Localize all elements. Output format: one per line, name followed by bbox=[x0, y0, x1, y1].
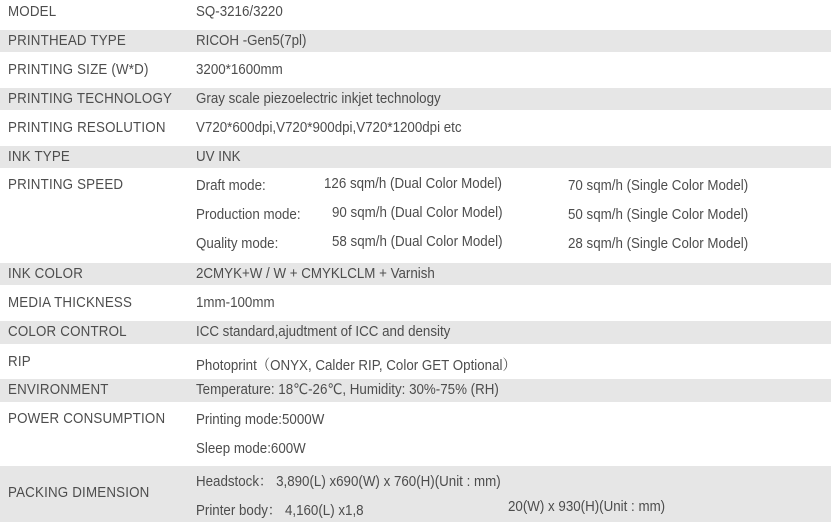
value-environment: Temperature: 18℃-26℃, Humidity: 30%-75% (RH) bbox=[196, 382, 499, 398]
row-environment bbox=[0, 379, 831, 402]
label-packing-dimension: PACKING DIMENSION bbox=[8, 485, 150, 501]
speed-mode-quality: Quality mode: bbox=[196, 236, 279, 252]
speed-dual-quality: 58 sqm/h (Dual Color Model) bbox=[332, 234, 503, 250]
label-color-control: COLOR CONTROL bbox=[8, 324, 127, 340]
value-printing-size: 3200*1600mm bbox=[196, 62, 283, 78]
label-ink-color: INK COLOR bbox=[8, 266, 84, 282]
label-environment: ENVIRONMENT bbox=[8, 382, 109, 398]
value-packing-printer-body: Printer body： 4,160(L) x1,8 bbox=[196, 503, 364, 519]
value-media-thickness: 1mm-100mm bbox=[196, 295, 275, 311]
value-power-sleep: Sleep mode:600W bbox=[196, 441, 306, 457]
row-color-control bbox=[0, 321, 831, 344]
value-color-control: ICC standard,ajudtment of ICC and density bbox=[196, 324, 451, 340]
row-printhead-type bbox=[0, 30, 831, 52]
row-power-consumption bbox=[0, 405, 831, 463]
label-printing-size: PRINTING SIZE (W*D) bbox=[8, 62, 149, 78]
row-ink-type bbox=[0, 146, 831, 168]
speed-single-quality: 28 sqm/h (Single Color Model) bbox=[568, 236, 749, 252]
row-printing-technology bbox=[0, 88, 831, 110]
label-rip: RIP bbox=[8, 354, 31, 370]
value-packing-headstock: Headstock： 3,890(L) x690(W) x 760(H)(Unit : mm) bbox=[196, 474, 501, 490]
value-printhead-type: RICOH -Gen5(7pl) bbox=[196, 33, 307, 49]
label-media-thickness: MEDIA THICKNESS bbox=[8, 295, 133, 311]
value-printing-resolution: V720*600dpi,V720*900dpi,V720*1200dpi etc bbox=[196, 120, 462, 136]
speed-mode-draft: Draft mode: bbox=[196, 178, 266, 194]
speed-dual-production: 90 sqm/h (Dual Color Model) bbox=[332, 205, 503, 221]
label-printing-technology: PRINTING TECHNOLOGY bbox=[8, 91, 173, 107]
label-ink-type: INK TYPE bbox=[8, 149, 71, 165]
label-power-consumption: POWER CONSUMPTION bbox=[8, 411, 166, 427]
value-printing-technology: Gray scale piezoelectric inkjet technology bbox=[196, 91, 441, 107]
row-rip bbox=[0, 349, 831, 375]
speed-mode-production: Production mode: bbox=[196, 207, 301, 223]
row-ink-color bbox=[0, 263, 831, 285]
row-printing-speed bbox=[0, 172, 831, 260]
label-printing-speed: PRINTING SPEED bbox=[8, 177, 124, 193]
label-model: MODEL bbox=[8, 4, 57, 20]
row-media-thickness bbox=[0, 290, 831, 316]
value-ink-type: UV INK bbox=[196, 149, 241, 165]
row-packing-dimension bbox=[0, 466, 831, 522]
label-printhead-type: PRINTHEAD TYPE bbox=[8, 33, 126, 49]
value-power-printing: Printing mode:5000W bbox=[196, 412, 325, 428]
label-printing-resolution: PRINTING RESOLUTION bbox=[8, 120, 166, 136]
speed-dual-draft: 126 sqm/h (Dual Color Model) bbox=[324, 176, 502, 192]
value-model: SQ-3216/3220 bbox=[196, 4, 283, 20]
value-packing-printer-body-cont: 20(W) x 930(H)(Unit : mm) bbox=[508, 499, 666, 515]
speed-single-production: 50 sqm/h (Single Color Model) bbox=[568, 207, 749, 223]
speed-single-draft: 70 sqm/h (Single Color Model) bbox=[568, 178, 749, 194]
value-rip: Photoprint（ONYX, Calder RIP, Color GET Optional） bbox=[196, 358, 516, 374]
row-printing-size bbox=[0, 58, 831, 82]
value-ink-color: 2CMYK+W / W + CMYKLCLM + Varnish bbox=[196, 266, 435, 282]
row-model bbox=[0, 0, 831, 25]
row-printing-resolution bbox=[0, 116, 831, 140]
